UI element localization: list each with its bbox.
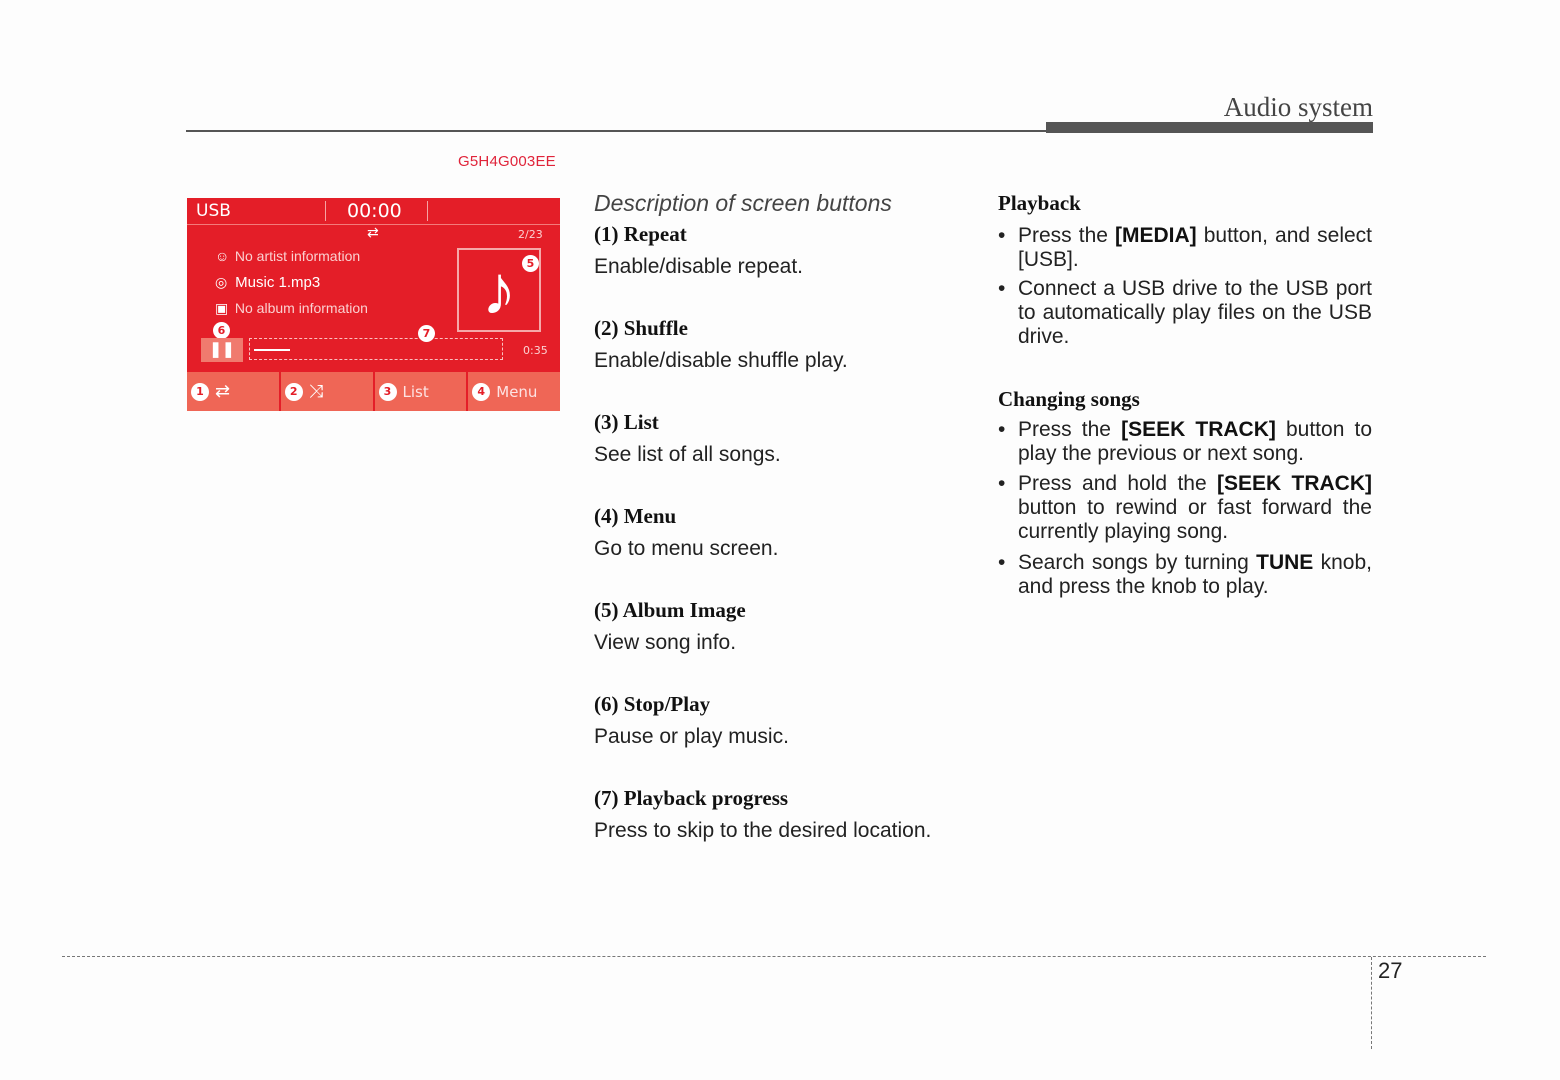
callout-6: 6 [213,322,230,339]
shuffle-icon: ⤨ [308,381,324,401]
callout-3: 3 [379,383,397,401]
divider [325,201,326,221]
album-row [215,300,368,317]
bullet-dot: • [998,551,1006,574]
list-label: List [402,382,429,401]
progress-fill [254,349,290,351]
artist-text: No artist information [234,248,361,264]
item-text: Pause or play music. [594,725,789,748]
list-button[interactable] [375,372,469,411]
screen-top-bar [187,198,560,225]
usb-screen-figure [187,198,560,411]
callout-2: 2 [285,383,303,401]
item-title: (1) Repeat [594,222,687,246]
menu-button[interactable] [468,372,560,411]
bullet-dot: • [998,418,1006,441]
bullet-dot: • [998,224,1006,247]
music-note-icon: ♪ [481,251,517,329]
bullet-dot: • [998,277,1006,300]
clock: 00:00 [347,200,402,222]
bullet-dot: • [998,472,1006,495]
item-text: Enable/disable shuffle play. [594,349,848,372]
shuffle-button[interactable] [281,372,375,411]
item-title: (3) List [594,410,659,434]
album-icon: ▣ [215,300,229,316]
header-rule-accent [1046,122,1373,133]
footer-rule [62,956,1486,957]
callout-4: 4 [472,383,490,401]
callout-7: 7 [418,325,435,342]
repeat-icon: ⇄ [215,381,231,401]
person-icon: ☺ [215,248,230,264]
callout-1: 1 [191,383,209,401]
bullet-item: • Search songs by turning TUNE knob, and press the knob to play. [998,551,1372,598]
song-row [215,274,320,291]
album-text: No album information [234,300,368,316]
menu-label: Menu [496,382,538,401]
repeat-status-icon: ⇄ [367,225,379,241]
repeat-button[interactable] [187,372,281,411]
item-text: Enable/disable repeat. [594,255,803,278]
footer-vertical-rule [1371,957,1372,1049]
item-text: Press to skip to the desired location. [594,819,932,842]
divider [427,201,428,221]
source-label: USB [196,201,231,221]
figure-code: G5H4G003EE [458,153,556,170]
item-text: See list of all songs. [594,443,781,466]
track-counter: 2/23 [518,228,543,241]
item-text: View song info. [594,631,737,654]
playback-heading: Playback [998,191,1081,215]
playback-progress-bar[interactable] [249,338,503,360]
song-text: Music 1.mp3 [235,274,321,291]
section-title: Audio system [1223,92,1373,122]
bullet-item: • Press and hold the [SEEK TRACK] button to rewind or fast forward the currently playing song. [998,472,1373,543]
item-title: (7) Playback progress [594,786,789,810]
bullet-item: • Press the [SEEK TRACK] button to play the previous or next song. [998,418,1372,465]
item-title: (5) Album Image [594,598,746,622]
duration: 0:35 [523,344,548,357]
description-heading: Description of screen buttons [594,190,892,216]
page-number: 27 [1378,958,1403,983]
pause-button[interactable]: ❚❚ [201,338,243,362]
item-title: (6) Stop/Play [594,692,711,716]
item-title: (4) Menu [594,504,677,528]
artist-row [215,248,360,264]
item-text: Go to menu screen. [594,537,779,560]
callout-5: 5 [522,255,539,272]
disc-icon: ◎ [215,274,228,290]
item-title: (2) Shuffle [594,316,688,340]
bullet-item: • Press the [MEDIA] button, and select [USB]. [998,224,1372,271]
header-rule [186,130,1046,132]
screen-button-bar [187,372,560,411]
bullet-item: • Connect a USB drive to the USB port to automatically play files on the USB drive. [998,277,1372,348]
changing-songs-heading: Changing songs [998,387,1140,411]
